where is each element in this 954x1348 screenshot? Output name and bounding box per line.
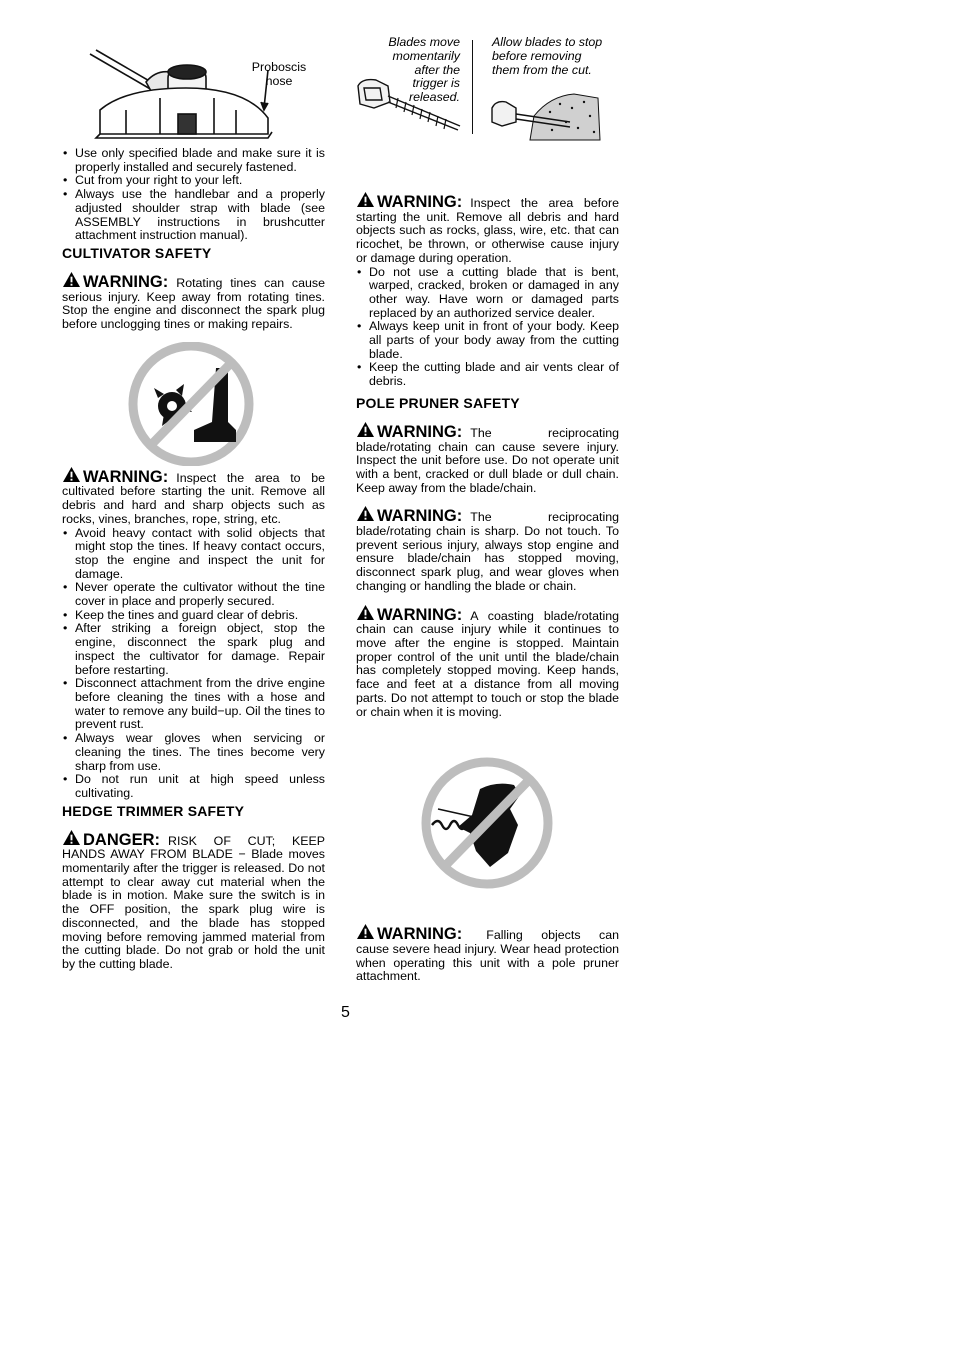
- no-symbol-icon: [124, 342, 258, 466]
- caption-divider: [472, 40, 473, 134]
- caption-line: momentarily: [392, 48, 460, 63]
- list-item: • Keep the tines and guard clear of debris.: [62, 609, 325, 623]
- no-symbol-icon: [418, 755, 556, 891]
- no-hand-in-tines-figure: [62, 332, 325, 462]
- warning-label: WARNING:: [377, 605, 463, 624]
- cultivator-bullet-list: [62, 527, 325, 801]
- list-item: • Avoid heavy contact with solid objects that might stop the tines. If heavy contact occurs, stop the engine and inspect the unit for damage.: [62, 527, 325, 582]
- list-item: • Keep the cutting blade and air vents clear of debris.: [356, 361, 619, 388]
- hedge-trimmer-released-figure: [354, 74, 464, 134]
- warning-text: Rotating tines can cause serious injury. Keep away from rotating tines. Stop the engine and disconnect the spark plug before unclogging tines or making repairs.: [62, 275, 325, 332]
- hedge-danger: [62, 829, 325, 972]
- pole-pruner-warning-4: [356, 923, 619, 984]
- caption-line: them from the cut.: [492, 62, 592, 77]
- list-item: • Disconnect attachment from the drive engine before cleaning the tines with a hose and water to remove any build−up. Oil the tines to prevent rust.: [62, 677, 325, 732]
- no-touch-chain-figure: [356, 719, 619, 915]
- warning-label: WARNING:: [377, 422, 463, 441]
- warning-label: WARNING:: [83, 467, 169, 486]
- warning-label: WARNING:: [83, 272, 169, 291]
- warning-triangle-icon: [62, 466, 81, 483]
- caption-line: released.: [409, 90, 460, 105]
- warning-triangle-icon: [62, 271, 81, 288]
- danger-text: RISK OF CUT; KEEP HANDS AWAY FROM BLADE − Blade moves momentarily after the trigger is released. Do not attempt to clear away cut material when the blade is in motion. Make sure the switch is in the OFF position, the spark plug wire is disconnected, and the blade has stopped moving before removing jammed material from the cutting blade. Do not grab or hold the unit by the cutting blade.: [62, 833, 325, 971]
- caption-allow-blades-stop: [492, 36, 622, 77]
- pole-pruner-warning-2: [356, 505, 619, 593]
- pole-pruner-warning-1: [356, 421, 619, 496]
- list-item: • Do not use a cutting blade that is bent, warped, cracked, broken or damaged in any other way. Have worn or damaged parts replaced by an authorized service dealer.: [356, 266, 619, 321]
- hedge-cut-drawing: [490, 86, 602, 142]
- warning-label: WARNING:: [377, 925, 463, 944]
- warning-label: WARNING:: [377, 507, 463, 526]
- hedge-trimmer-drawing: [354, 74, 464, 134]
- list-item: • Do not run unit at high speed unless cultivating.: [62, 773, 325, 800]
- caption-line: after the: [414, 62, 460, 77]
- left-column: [62, 147, 325, 972]
- warning-triangle-icon: [356, 191, 375, 208]
- hedge-bullet-list: [356, 266, 619, 389]
- cultivator-warning-1: [62, 271, 325, 332]
- list-item: • Cut from your right to your left.: [62, 174, 325, 188]
- caption-line: trigger is: [412, 76, 460, 91]
- list-item: • Always use the handlebar and a properly adjusted shoulder strap with blade (see ASSEMBLY instructions in brushcutter attachment instruction manual).: [62, 188, 325, 243]
- figure-label-line1: Proboscis: [251, 60, 307, 74]
- page-number: 5: [341, 1004, 350, 1021]
- warning-triangle-icon: [356, 505, 375, 522]
- warning-triangle-icon: [356, 421, 375, 438]
- pole-pruner-warning-3: [356, 604, 619, 720]
- warning-text: Falling objects can cause severe head injury. Wear head protection when operating this unit with a pole pruner attachment.: [356, 928, 619, 984]
- right-column: [356, 191, 619, 984]
- list-item: • After striking a foreign object, stop the engine, disconnect the spark plug and inspect the cultivator for damage. Repair before restarting.: [62, 622, 325, 677]
- caption-line: Blades move: [388, 35, 460, 49]
- hedge-trimmer-safety-heading: HEDGE TRIMMER SAFETY: [62, 802, 245, 819]
- hedge-warning: [356, 191, 619, 266]
- hedge-cut-figure: [490, 86, 602, 142]
- list-item: • Never operate the cultivator without the tine cover in place and properly secured.: [62, 581, 325, 608]
- caption-line: before removing: [492, 48, 582, 63]
- list-item: • Always keep unit in front of your body. Keep all parts of your body away from the cutting blade.: [356, 320, 619, 361]
- warning-text: Inspect the area before starting the unit. Remove all debris and hard objects such as rocks, glass, wire, etc. that can ricochet, be thrown, or otherwise cause injury or damage during operation.: [356, 196, 619, 265]
- list-item: • Always wear gloves when servicing or cleaning the tines. The tines become very sharp from use.: [62, 732, 325, 773]
- warning-text: The reciprocating blade/rotating chain is sharp. Do not touch. To prevent serious injury, always stop engine and ensure blade/chain has stopped moving, disconnect spark plug, and wear gloves when changing or handling the blade or chain.: [356, 510, 619, 593]
- proboscis-nose-label: [249, 61, 309, 89]
- warning-triangle-icon: [356, 923, 375, 940]
- warning-text: A coasting blade/rotating chain can cause injury while it continues to move after the engine is stopped. Maintain proper control of the unit until the blade/chain has completely stopped moving. Keep hands, face and feet at a distance from all moving parts. Do not attempt to touch or stop the blade or chain when it is moving.: [356, 608, 619, 719]
- caption-line: Allow blades to stop: [492, 35, 603, 49]
- warning-text: The reciprocating blade/rotating chain can cause severe injury. Inspect the unit before use. Do not operate unit with a bent, cracked or dull blade or dull chain. Keep away from the blade/chain.: [356, 425, 619, 495]
- cultivator-safety-heading: CULTIVATOR SAFETY: [62, 244, 212, 261]
- list-item: • Use only specified blade and make sure it is properly installed and securely fastened.: [62, 147, 325, 174]
- danger-label: DANGER:: [83, 830, 160, 849]
- pole-pruner-safety-heading: POLE PRUNER SAFETY: [356, 394, 520, 411]
- cultivator-warning-2: [62, 466, 325, 527]
- warning-label: WARNING:: [377, 193, 463, 211]
- figure-label-line2: nose: [265, 73, 293, 88]
- warning-text: Inspect the area to be cultivated before starting the unit. Remove all debris and hard and sharp objects such as rocks, vines, branches, rope, string, etc.: [62, 470, 325, 526]
- warning-triangle-icon: [62, 829, 81, 846]
- intro-bullet-list: [62, 147, 325, 243]
- warning-triangle-icon: [356, 604, 375, 621]
